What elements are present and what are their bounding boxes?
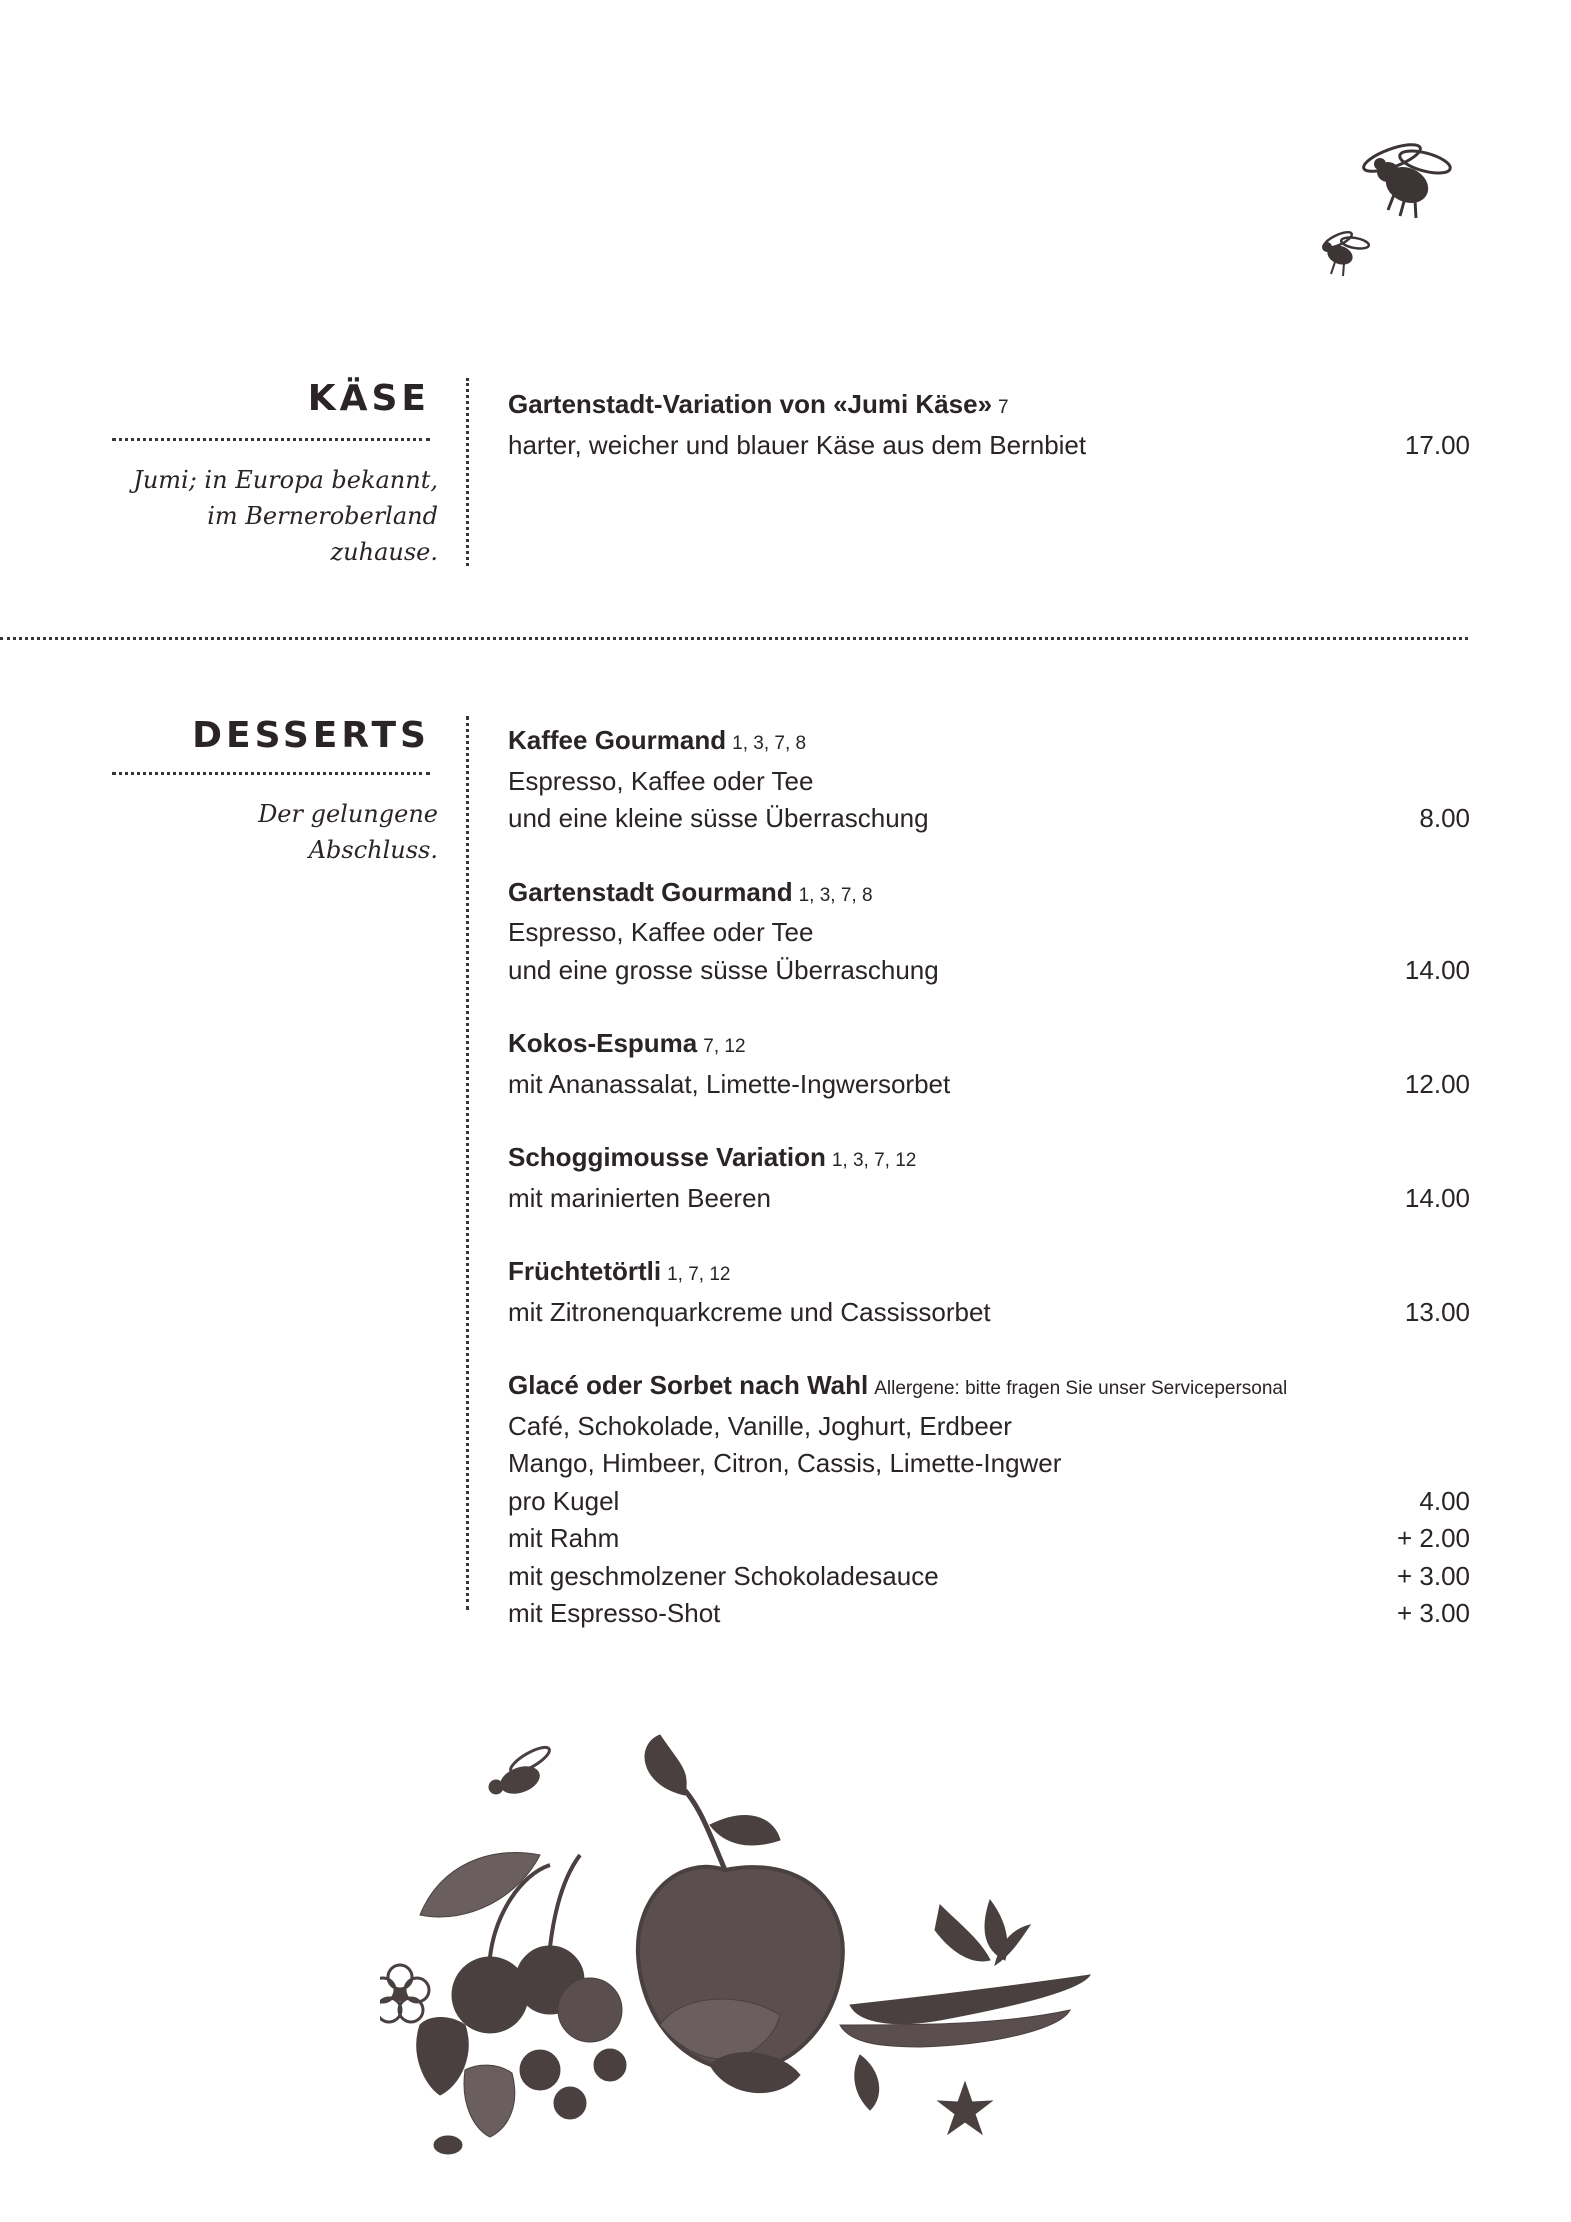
item-name: Früchtetörtli: [508, 1256, 662, 1286]
item-line: [508, 1445, 1470, 1483]
item-description: Café, Schokolade, Vanille, Joghurt, Erdbeer: [508, 1410, 1012, 1441]
section-title-desserts: DESSERTS: [192, 715, 430, 756]
item-allergen-note: Allergene: bitte fragen Sie unser Servicepersonal: [874, 1378, 1288, 1399]
item-line: [508, 427, 1470, 465]
menu-item: [508, 722, 1470, 838]
item-line: [508, 1408, 1470, 1446]
section-tagline-desserts: [80, 796, 438, 868]
section-rule-desserts: [112, 772, 430, 775]
item-description: Espresso, Kaffee oder Tee: [508, 917, 814, 947]
item-line: [508, 1483, 1470, 1521]
tagline-line: Jumi; in Europa bekannt,: [133, 466, 438, 494]
item-heading: [508, 1367, 1470, 1408]
item-line: [508, 1595, 1470, 1633]
item-line: [508, 952, 1470, 990]
item-name: Kokos-Espuma: [508, 1028, 698, 1058]
item-line: [508, 800, 1470, 838]
items-desserts: [508, 722, 1470, 1633]
item-line: [508, 763, 1470, 801]
menu-item: [508, 386, 1470, 464]
item-line: [508, 1294, 1470, 1332]
item-description: mit geschmolzener Schokoladesauce: [508, 1560, 939, 1591]
item-description: mit Espresso-Shot: [508, 1598, 721, 1628]
item-name: Kaffee Gourmand: [508, 725, 727, 755]
item-price: + 3.00: [1396, 1598, 1470, 1628]
item-heading: [508, 1025, 1470, 1066]
item-description: Mango, Himbeer, Citron, Cassis, Limette-Ingwer: [508, 1448, 1062, 1478]
section-separator: [0, 637, 1468, 640]
section-title-kaese: KÄSE: [307, 378, 430, 419]
item-price: + 3.00: [1396, 1560, 1470, 1591]
item-line: [508, 1520, 1470, 1558]
section-divider-desserts: [466, 716, 469, 1610]
item-allergens: 1, 7, 12: [667, 1264, 731, 1285]
item-description: und eine grosse süsse Überraschung: [508, 954, 939, 985]
fruit-still-life-illustration-icon: [380, 1725, 1210, 2155]
menu-item: [508, 874, 1470, 990]
item-name: Gartenstadt-Variation von «Jumi Käse»: [508, 389, 993, 419]
item-description: mit Ananassalat, Limette-Ingwersorbet: [508, 1068, 951, 1099]
item-price: + 2.00: [1396, 1523, 1470, 1553]
item-allergens: 7: [998, 397, 1009, 418]
item-name: Glacé oder Sorbet nach Wahl: [508, 1370, 869, 1400]
menu-item: [508, 1025, 1470, 1103]
menu-item: [508, 1139, 1470, 1217]
menu-item: [508, 1367, 1470, 1633]
item-price: 4.00: [1419, 1485, 1470, 1516]
menu-item: [508, 1253, 1470, 1331]
item-description: harter, weicher und blauer Käse aus dem Bernbiet: [508, 429, 1087, 460]
items-kaese: [508, 386, 1470, 464]
item-allergens: 1, 3, 7, 8: [798, 884, 873, 906]
section-rule-kaese: [112, 438, 430, 441]
item-line: [508, 914, 1470, 952]
item-description: mit Rahm: [508, 1523, 620, 1553]
item-description: und eine kleine süsse Überraschung: [508, 803, 929, 833]
section-tagline-kaese: [80, 462, 438, 570]
item-line: [508, 1180, 1470, 1218]
tagline-line: im Berneroberland: [207, 502, 438, 530]
item-heading: [508, 1139, 1470, 1180]
item-heading: [508, 874, 1470, 915]
item-price: 17.00: [1404, 429, 1470, 460]
item-description: mit marinierten Beeren: [508, 1182, 771, 1213]
item-price: 13.00: [1404, 1296, 1470, 1327]
bees-illustration-icon: [1300, 130, 1480, 290]
item-allergens: 1, 3, 7, 12: [831, 1150, 917, 1171]
item-line: [508, 1558, 1470, 1596]
item-allergens: 1, 3, 7, 8: [732, 733, 807, 754]
item-heading: [508, 722, 1470, 763]
item-description: pro Kugel: [508, 1485, 620, 1516]
item-line: [508, 1066, 1470, 1104]
item-price: 8.00: [1419, 803, 1470, 833]
item-heading: [508, 1253, 1470, 1294]
item-price: 14.00: [1404, 954, 1470, 985]
item-name: Schoggimousse Variation: [508, 1142, 826, 1172]
item-allergens: 7, 12: [703, 1036, 746, 1057]
item-price: 12.00: [1404, 1068, 1470, 1099]
section-divider-kaese: [466, 378, 469, 566]
item-description: mit Zitronenquarkcreme und Cassissorbet: [508, 1296, 991, 1327]
item-description: Espresso, Kaffee oder Tee: [508, 765, 814, 796]
item-price: 14.00: [1404, 1182, 1470, 1213]
tagline-line: Der gelungene: [258, 800, 438, 828]
tagline-line: zuhause.: [330, 538, 438, 566]
item-heading: [508, 386, 1470, 427]
item-name: Gartenstadt Gourmand: [508, 876, 793, 907]
tagline-line: Abschluss.: [308, 836, 438, 864]
